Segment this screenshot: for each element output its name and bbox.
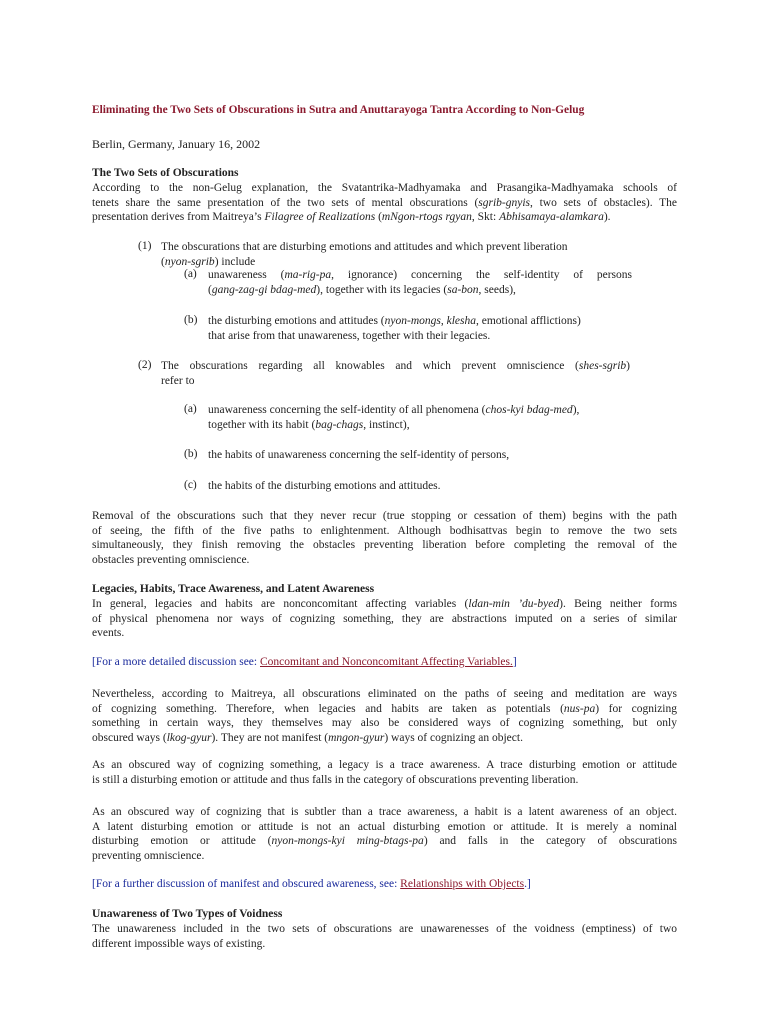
- link-relationships-with-objects[interactable]: Relationships with Objects: [400, 878, 525, 890]
- trace-paragraph: As an obscured way of cognizing something, a legacy is a trace awareness. A trace disturbing emotion or attitude is still a disturbing emotion or attitude and thus falls in the category of obscurations preventing liberation.: [92, 759, 677, 786]
- section-heading-legacies: Legacies, Habits, Trace Awareness, and Latent Awareness: [92, 583, 375, 595]
- reference-note-2: [For a further discussion of manifest and obscured awareness, see: Relationships with Objects.]: [92, 878, 531, 890]
- list-number-2: (2): [138, 359, 152, 371]
- intro-paragraph: [92, 181, 677, 225]
- list-number-1: (1): [138, 240, 152, 252]
- latent-paragraph: As an obscured way of cognizing that is subtler than a trace awareness, a habit is a latent awareness of an object. A latent disturbing emotion or attitude is not an actual disturbing emotion or attitude. It is merely a nominal disturbing emotion or attitude (nyon-mongs-kyi ming-btags-pa) and falls in the category of obscurations preventing omniscience.: [92, 806, 677, 863]
- unawareness-paragraph: The unawareness included in the two sets of obscurations are unawarenesses of the voidness (emptiness) of two different impossible ways of existing.: [92, 923, 677, 950]
- list-item-1b-label: (b): [184, 314, 198, 326]
- list-item-1a-label: (a): [184, 268, 197, 280]
- list-item-2a-text: unawareness concerning the self-identity of all phenomena (chos-kyi bdag-med), together with its habit (bag-chags, instinct),: [208, 404, 580, 431]
- dateline: Berlin, Germany, January 16, 2002: [92, 137, 261, 151]
- link-concomitant-variables[interactable]: Concomitant and Nonconcomitant Affecting Variables.: [260, 656, 513, 668]
- list-item-2b-label: (b): [184, 448, 198, 460]
- nevertheless-paragraph: Nevertheless, according to Maitreya, all obscurations eliminated on the paths of seeing and meditation are ways of cognizing something. Therefore, when legacies and habits are taken as potentials (nus-pa) for cognizing something in certain ways, they themselves may also be considered ways of cognizing something, but only obscured ways (lkog-gyur). They are not manifest (mngon-gyur) ways of cognizing an object.: [92, 688, 677, 745]
- intro-line-3: presentation derives from Maitreya’s Filagree of Realizations (mNgon-rtogs rgyan, Skt: Abhisamaya-alamkara).: [92, 211, 611, 224]
- list-item-1-text: The obscurations that are disturbing emotions and attitudes and which prevent liberation (nyon-sgrib) include: [161, 241, 568, 268]
- intro-line-1: According to the non-Gelug explanation, the Svatantrika-Madhyamaka and Prasangika-Madhyamaka schools of: [92, 182, 677, 194]
- legacies-paragraph: In general, legacies and habits are nonconcomitant affecting variables (ldan-min ’du-byed). Being neither forms of physical phenomena nor ways of cognizing something, they are abstractions imputed on a series of similar events.: [92, 598, 677, 640]
- section-heading-two-sets: The Two Sets of Obscurations: [92, 167, 239, 179]
- list-item-2b-text: the habits of unawareness concerning the self-identity of persons,: [208, 449, 510, 461]
- list-item-2-text: The obscurations regarding all knowables and which prevent omniscience (shes-sgrib) refer to: [161, 360, 630, 387]
- intro-line-2: tenets share the same presentation of the two sets of mental obscurations (sgrib-gnyis, two sets of obstacles). The: [92, 196, 677, 209]
- page-title: Eliminating the Two Sets of Obscurations in Sutra and Anuttarayoga Tantra According to Non-Gelug: [92, 104, 585, 116]
- list-item-1b-text: the disturbing emotions and attitudes (nyon-mongs, klesha, emotional afflictions) that arise from that unawareness, together with their legacies.: [208, 315, 581, 342]
- list-item-2a-label: (a): [184, 403, 197, 415]
- section-heading-unawareness: Unawareness of Two Types of Voidness: [92, 908, 283, 920]
- list-item-2c-text: the habits of the disturbing emotions and attitudes.: [208, 480, 441, 492]
- removal-paragraph: Removal of the obscurations such that they never recur (true stopping or cessation of them) begins with the path of seeing, the fifth of the five paths to enlightenment. Although bodhisattvas begin to remove the two sets simultaneously, they finish removing the obstacles preventing liberation before completing the removal of the obstacles preventing omniscience.: [92, 510, 677, 567]
- list-item-1a-text: unawareness (ma-rig-pa, ignorance) concerning the self-identity of persons (gang-zag-gi bdag-med), together with its legacies (sa-bon, seeds),: [208, 269, 632, 296]
- reference-note-1: [For a more detailed discussion see: Concomitant and Nonconcomitant Affecting Variables.]: [92, 656, 517, 668]
- list-item-2c-label: (c): [184, 479, 197, 491]
